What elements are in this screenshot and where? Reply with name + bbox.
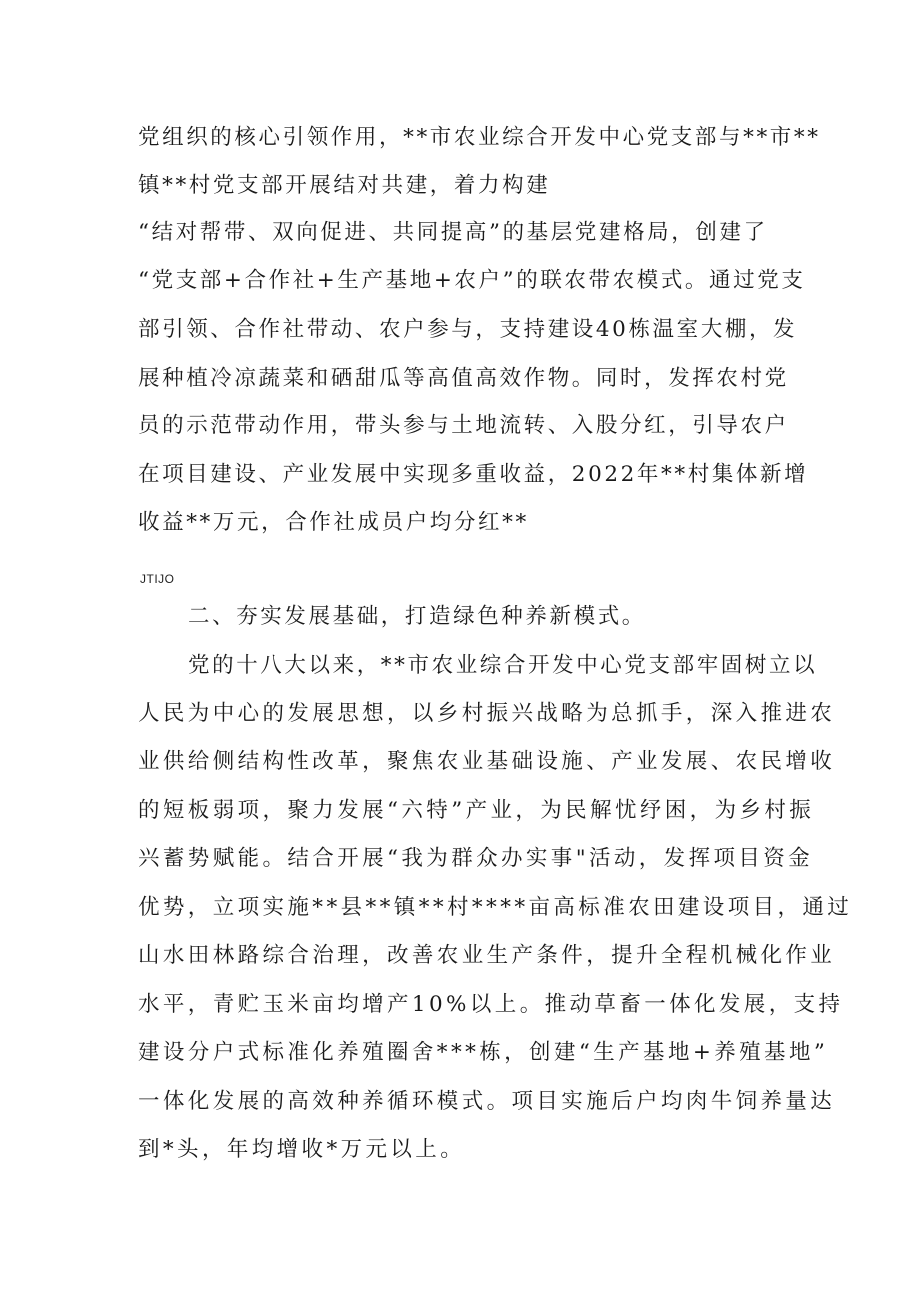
paragraph-line: 党的十八大以来，**市农业综合开发中心党支部牢固树立以 xyxy=(188,653,818,678)
paragraph-line: 人民为中心的发展思想，以乡村振兴战略为总抓手，深入推进农 xyxy=(138,701,836,726)
paragraph-line: 员的示范带动作用，带头参与土地流转、入股分红，引导农户 xyxy=(138,413,789,438)
paragraph-line: “结对帮带、双向促进、共同提高”的基层党建格局，创建了 xyxy=(138,220,768,245)
paragraph-line: 兴蓄势赋能。结合开展“我为群众办实事"活动，发挥项目资金 xyxy=(138,846,814,871)
paragraph-line: 优势，立项实施**县**镇**村****亩高标准农田建设项目，通过 xyxy=(138,895,853,920)
paragraph-line: 党组织的核心引领作用，**市农业综合开发中心党支部与**市** xyxy=(138,125,821,150)
paragraph-line: 收益**万元，合作社成员户均分红** xyxy=(138,510,529,535)
paragraph-line: 镇**村党支部开展结对共建，着力构建 xyxy=(138,173,551,198)
section-heading: 二、夯实发展基础，打造绿色种养新模式。 xyxy=(188,604,646,629)
paragraph-line: 在项目建设、产业发展中实现多重收益，2022年**村集体新增 xyxy=(138,462,809,487)
paragraph-line: 展种植冷凉蔬菜和硒甜瓜等高值高效作物。同时，发挥农村党 xyxy=(138,366,789,391)
paragraph-line: 部引领、合作社带动、农户参与，支持建设40栋温室大棚，发 xyxy=(138,317,798,342)
paragraph-line: 山水田林路综合治理，改善农业生产条件，提升全程机械化作业 xyxy=(138,943,836,968)
text-fragment: JTIJO xyxy=(140,572,175,586)
paragraph-line: 建设分户式标准化养殖圈舍***栋，创建“生产基地+养殖基地” xyxy=(138,1040,829,1065)
paragraph-line: 的短板弱项，聚力发展“六特”产业，为民解忧纾困，为乡村振 xyxy=(138,798,815,823)
paragraph-line: 一体化发展的高效种养循环模式。项目实施后户均肉牛饲养量达 xyxy=(138,1089,836,1114)
paragraph-line: 到*头，年均增收*万元以上。 xyxy=(138,1137,466,1162)
paragraph-line: “党支部+合作社+生产基地+农户”的联农带农模式。通过党支 xyxy=(138,268,806,293)
paragraph-line: 水平，青贮玉米亩均增产10%以上。推动草畜一体化发展，支持 xyxy=(138,992,844,1017)
paragraph-line: 业供给侧结构性改革，聚焦农业基础设施、产业发展、农民增收 xyxy=(138,749,836,774)
